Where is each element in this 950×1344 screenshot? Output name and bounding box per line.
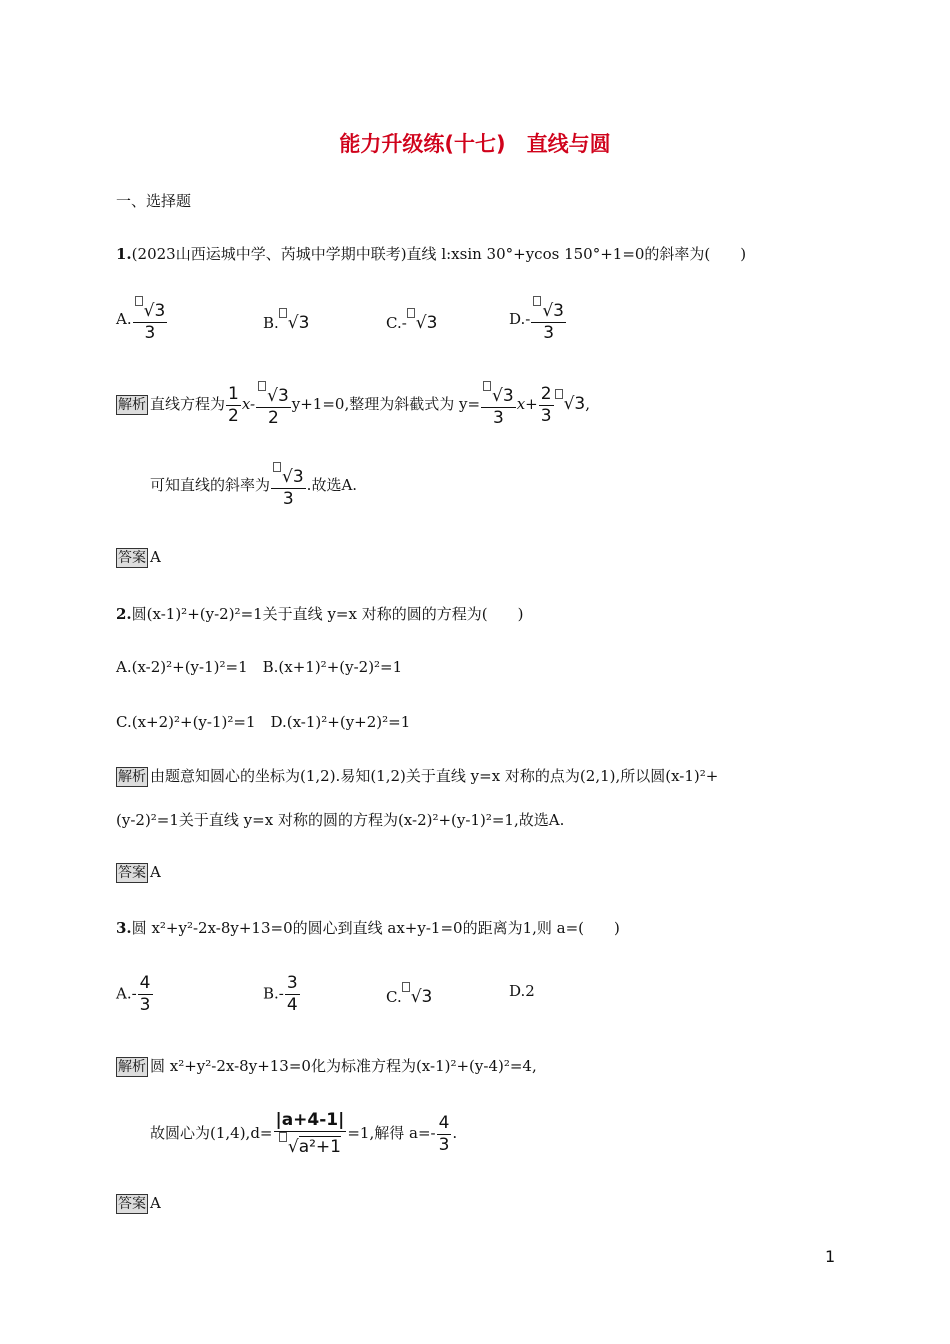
fraction [531, 296, 566, 344]
sqrt-symbol: √ [287, 1137, 299, 1157]
sqrt-3: √3 [287, 313, 310, 333]
jiexi-tag: 解析 [118, 397, 146, 413]
q2-solution-line-2: (y-2)²=1关于直线 y=x 对称的圆的方程为(x-2)²+(y-1)²=1,故选A. [116, 811, 565, 829]
q3-option-b [263, 973, 301, 1016]
q3-option-c [386, 982, 432, 1007]
fraction [437, 1113, 452, 1156]
q3-solution-line-2 [150, 1110, 457, 1158]
question-number: 3. [116, 919, 132, 937]
answer-value: A [150, 1194, 161, 1212]
q2-solution-line-1 [116, 765, 718, 787]
text: y+1=0,整理为斜截式为 y= [291, 395, 481, 413]
sqrt-3: √3 [415, 313, 438, 333]
sqrt-3: √3 [410, 987, 433, 1007]
question-number: 1. [116, 245, 132, 263]
numerator: 3 [286, 973, 298, 993]
q3-answer [116, 1194, 161, 1214]
text: x- [241, 395, 256, 413]
option-label: A.- [116, 984, 137, 1003]
text: . [452, 1124, 458, 1142]
text: 直线方程为 [150, 395, 226, 413]
denominator: 2 [268, 408, 279, 428]
numerator: 4 [139, 973, 151, 993]
sqrt-3: √3 [282, 467, 304, 487]
question-number: 2. [116, 605, 132, 623]
q1-answer [116, 548, 161, 568]
option-label: A. [116, 310, 132, 328]
sqrt-3: √3 [143, 301, 166, 321]
text: , [585, 395, 590, 413]
answer-value: A [150, 548, 161, 566]
page-number: 1 [825, 1247, 836, 1266]
sqrt-3: √3 [563, 394, 586, 414]
sqrt-3: √3 [267, 386, 289, 406]
denominator: 3 [438, 1134, 450, 1155]
q1-solution-line-2 [150, 462, 357, 510]
distance-fraction [274, 1110, 347, 1158]
sqrt-3: √3 [492, 386, 514, 406]
text: .故选A. [306, 476, 358, 494]
page-title: 能力升级练(十七) 直线与圆 [339, 132, 611, 156]
denominator: 3 [492, 408, 504, 428]
q1-option-d [509, 296, 567, 344]
sqrt-3: √3 [542, 301, 564, 321]
fraction [138, 973, 153, 1016]
denominator: 2 [228, 405, 239, 426]
question-1 [116, 243, 746, 264]
option-label: D.- [509, 310, 531, 328]
fraction [226, 384, 241, 427]
q1-option-c [386, 308, 437, 333]
numerator: 1 [228, 383, 239, 404]
fraction [481, 381, 516, 429]
question-2 [116, 603, 523, 624]
fraction [285, 973, 300, 1016]
section-heading: 一、选择题 [116, 192, 192, 210]
denominator: 3 [282, 489, 294, 509]
fraction [133, 296, 168, 344]
question-3 [116, 917, 620, 938]
text: 由题意知圆心的坐标为(1,2).易知(1,2)关于直线 y=x 对称的点为(2,1),所以圆(x-1)²+ [150, 767, 719, 785]
fraction [271, 462, 306, 510]
question-stem: (2023山西运城中学、芮城中学期中联考)直线 l:xsin 30°+ycos 150°+1=0的斜率为( ) [131, 245, 747, 263]
numerator: 4 [438, 1112, 450, 1133]
text: 故圆心为(1,4),d= [150, 1124, 273, 1142]
denominator: 3 [540, 405, 552, 426]
denominator: 3 [139, 995, 151, 1015]
jiexi-tag: 解析 [118, 769, 146, 785]
fraction [539, 384, 554, 427]
daan-tag: 答案 [118, 550, 146, 566]
option-label: B. [263, 314, 279, 332]
text: x+ [516, 395, 538, 413]
text: 可知直线的斜率为 [150, 476, 271, 494]
numerator: 2 [540, 383, 552, 404]
option-label: B.- [263, 984, 284, 1003]
q1-solution-line-1 [116, 381, 590, 429]
q2-answer [116, 863, 161, 883]
question-stem: 圆 x²+y²-2x-8y+13=0的圆心到直线 ax+y-1=0的距离为1,则 a=( ) [131, 919, 620, 937]
q1-option-a [116, 296, 168, 344]
q3-solution-line-1 [116, 1055, 537, 1077]
q2-options-cd: C.(x+2)²+(y-1)²=1 D.(x-1)²+(y+2)²=1 [116, 713, 411, 731]
fraction [256, 381, 291, 429]
option-label: C. [386, 988, 402, 1006]
text: 圆 x²+y²-2x-8y+13=0化为标准方程为(x-1)²+(y-4)²=4, [150, 1057, 537, 1075]
q3-option-d: D.2 [509, 982, 535, 1000]
text: =1,解得 a=- [347, 1124, 436, 1142]
radicand: a²+1 [298, 1137, 341, 1157]
daan-tag: 答案 [118, 1196, 146, 1212]
numerator: |a+4-1| [275, 1110, 345, 1130]
daan-tag: 答案 [118, 865, 146, 881]
q1-option-b [263, 308, 309, 333]
denominator: 3 [543, 323, 555, 343]
question-stem: 圆(x-1)²+(y-2)²=1关于直线 y=x 对称的圆的方程为( ) [131, 605, 524, 623]
option-label: C.- [386, 314, 407, 332]
denominator: 3 [144, 323, 156, 343]
jiexi-tag: 解析 [118, 1059, 146, 1075]
answer-value: A [150, 863, 161, 881]
denominator: 4 [286, 995, 298, 1015]
q3-option-a [116, 973, 154, 1016]
q2-options-ab: A.(x-2)²+(y-1)²=1 B.(x+1)²+(y-2)²=1 [116, 658, 403, 676]
